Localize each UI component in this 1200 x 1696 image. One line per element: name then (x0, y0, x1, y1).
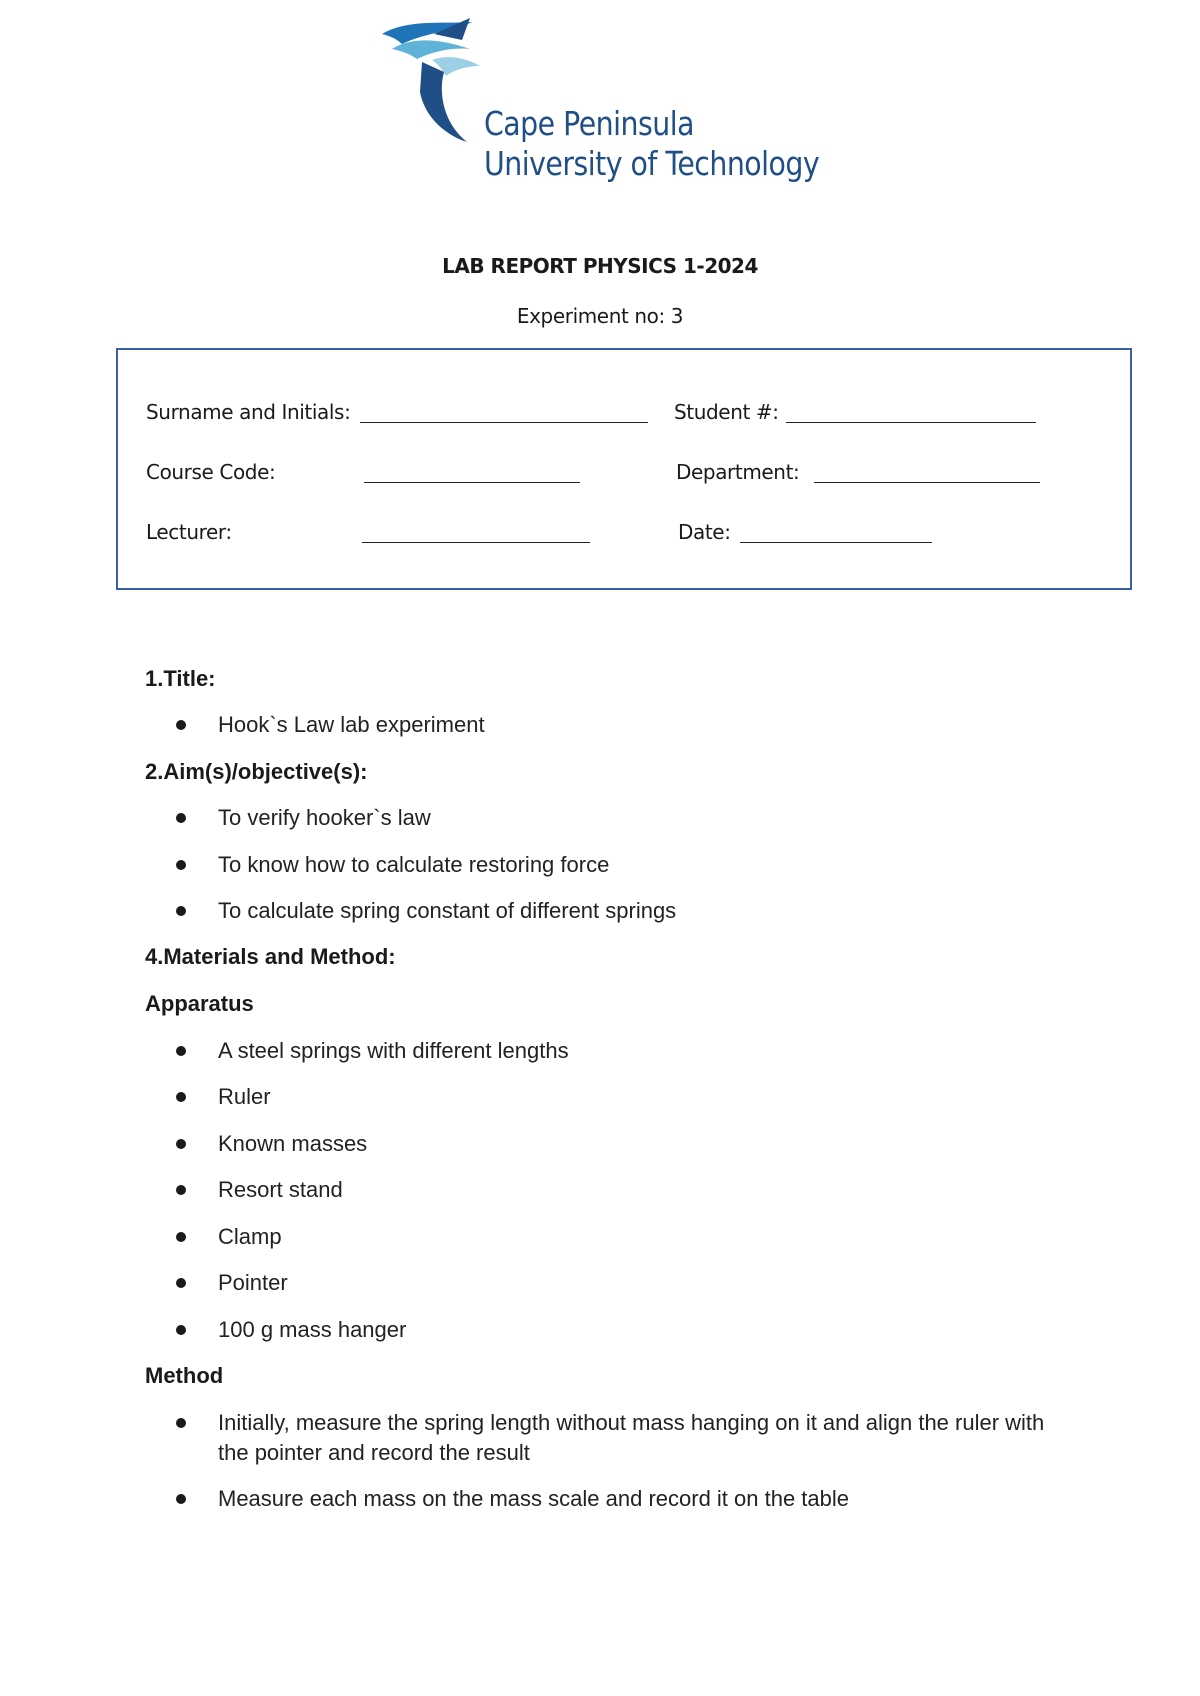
aim-item: To calculate spring constant of different springs (218, 898, 677, 923)
bullet-icon (176, 1278, 186, 1288)
student-number-field[interactable] (786, 422, 1036, 423)
report-title: LAB REPORT PHYSICS 1-2024 (442, 254, 758, 278)
bullet-icon (176, 1232, 186, 1242)
method-item: Measure each mass on the mass scale and record it on the table (218, 1486, 850, 1511)
department-label: Department: (676, 460, 800, 484)
aim-item: To verify hooker`s law (218, 805, 431, 830)
section-materials-heading: 4.Materials and Method: (145, 944, 396, 969)
apparatus-item: 100 g mass hanger (218, 1317, 407, 1342)
bullet-icon (176, 1494, 186, 1504)
department-field[interactable] (814, 482, 1040, 483)
bullet-icon (176, 1139, 186, 1149)
apparatus-item: A steel springs with different lengths (218, 1038, 569, 1063)
method-item: Initially, measure the spring length without mass hanging on it and align the ruler with the pointer and record the result (218, 1410, 1045, 1465)
lecturer-field[interactable] (362, 542, 590, 543)
method-heading: Method (145, 1363, 224, 1388)
bullet-icon (176, 813, 186, 823)
logo-text (484, 104, 819, 184)
apparatus-heading: Apparatus (145, 991, 254, 1016)
aim-item: To know how to calculate restoring force (218, 852, 610, 877)
title-item: Hook`s Law lab experiment (218, 712, 485, 737)
section-aims-heading: 2.Aim(s)/objective(s): (145, 759, 368, 784)
logo-line-1: Cape Peninsula (484, 104, 694, 143)
bullet-icon (176, 1325, 186, 1335)
course-code-field[interactable] (364, 482, 580, 483)
logo-line-2: University of Technology (484, 144, 820, 183)
lecturer-label: Lecturer: (146, 520, 232, 544)
apparatus-item: Clamp (218, 1224, 282, 1249)
university-logo (372, 14, 832, 204)
apparatus-item: Ruler (218, 1084, 271, 1109)
apparatus-item: Resort stand (218, 1177, 343, 1202)
apparatus-item: Pointer (218, 1270, 288, 1295)
bullet-icon (176, 720, 186, 730)
bullet-icon (176, 1092, 186, 1102)
bullet-icon (176, 1046, 186, 1056)
bullet-icon (176, 1185, 186, 1195)
student-info-box (116, 348, 1132, 590)
course-code-label: Course Code: (146, 460, 276, 484)
bullet-icon (176, 906, 186, 916)
surname-field[interactable] (360, 422, 648, 423)
bullet-icon (176, 1418, 186, 1428)
apparatus-item: Known masses (218, 1131, 368, 1156)
experiment-number: Experiment no: 3 (516, 304, 684, 328)
date-label: Date: (678, 520, 731, 544)
bullet-icon (176, 860, 186, 870)
section-title-heading: 1.Title: (145, 666, 216, 691)
date-field[interactable] (740, 542, 932, 543)
logo-emblem-icon (372, 14, 502, 154)
student-number-label: Student #: (674, 400, 779, 424)
surname-label: Surname and Initials: (146, 400, 351, 424)
